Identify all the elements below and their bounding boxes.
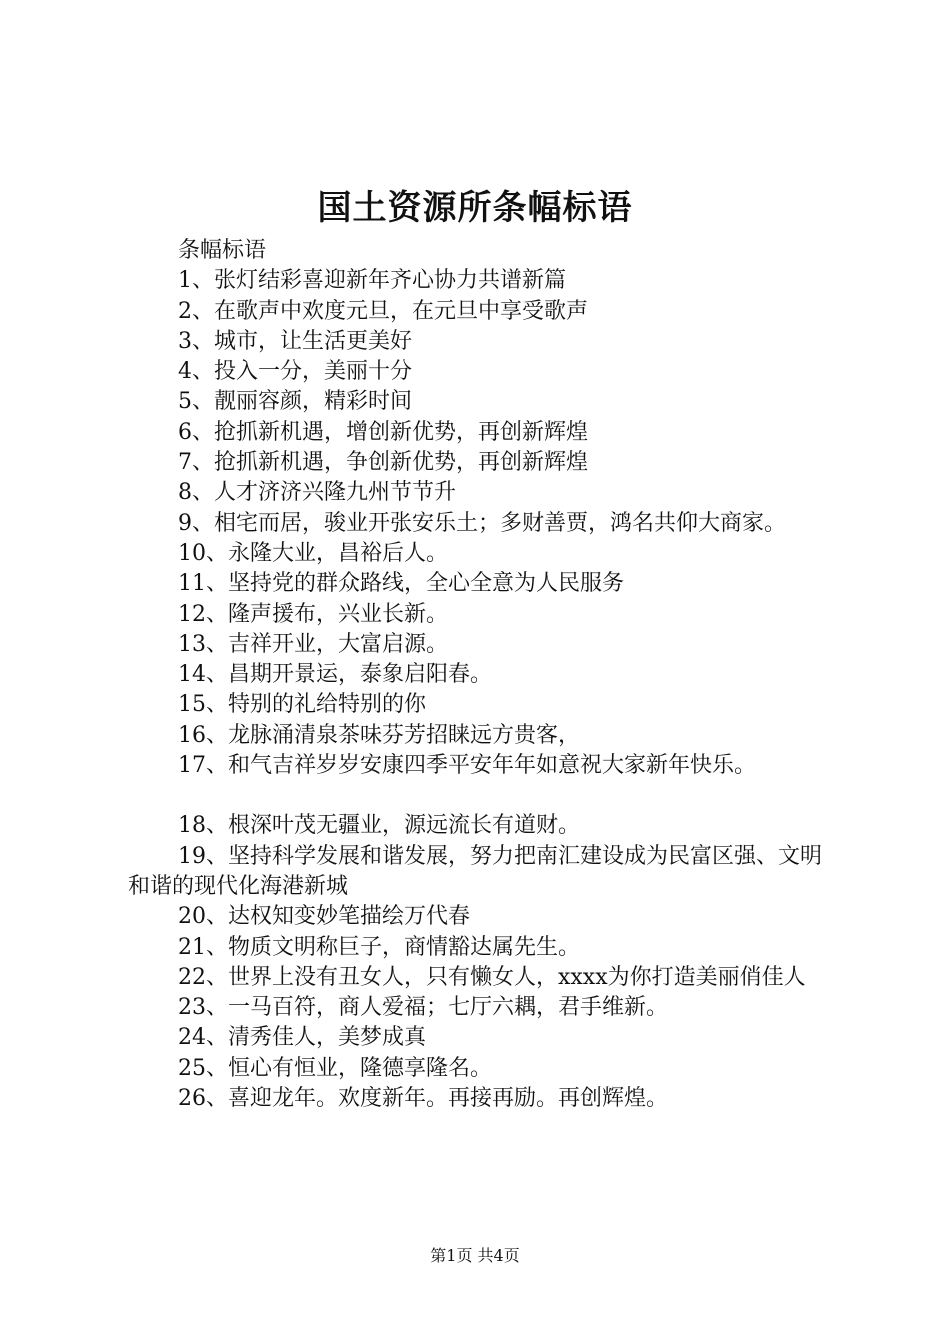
slogan-item: 15、特别的礼给特别的你: [178, 692, 426, 718]
paragraph-gap: [128, 781, 840, 811]
slogan-item: 4、投入一分，美丽十分: [178, 359, 412, 385]
document-body: [128, 236, 840, 1114]
slogan-item: 14、昌期开景运，泰象启阳春。: [178, 662, 492, 688]
slogan-item: 9、相宅而居，骏业开张安乐土；多财善贾，鸿名共仰大商家。: [178, 510, 786, 536]
slogan-item: 10、永隆大业，昌裕后人。: [178, 540, 448, 566]
slogan-item: 21、物质文明称巨子，商情豁达属先生。: [178, 934, 580, 960]
slogan-item: 13、吉祥开业，大富启源。: [178, 631, 448, 657]
page-number-footer: 第1页 共4页: [430, 1246, 520, 1265]
slogan-item: 18、根深叶茂无疆业，源远流长有道财。: [178, 813, 580, 839]
slogan-item: 26、喜迎龙年。欢度新年。再接再励。再创辉煌。: [178, 1086, 668, 1112]
paragraph: 条幅标语: [178, 238, 267, 263]
slogan-item: 11、坚持党的群众路线，全心全意为人民服务: [178, 571, 624, 597]
slogan-item: 6、抢抓新机遇，增创新优势，再创新辉煌: [178, 419, 588, 445]
page-title: 国土资源所条幅标语: [317, 188, 633, 228]
slogan-item: 24、清秀佳人，美梦成真: [178, 1025, 426, 1051]
slogan-item: 16、龙脉涌清泉茶味芬芳招睐远方贵客，: [178, 722, 580, 748]
slogan-item: 22、世界上没有丑女人，只有懒女人，xxxx为你打造美丽俏佳人: [178, 964, 806, 990]
slogan-item: 2、在歌声中欢度元旦，在元旦中享受歌声: [178, 298, 588, 324]
slogan-item: 5、靓丽容颜，精彩时间: [178, 389, 412, 415]
slogan-item: 25、恒心有恒业，隆德享隆名。: [178, 1055, 492, 1081]
slogan-item: 17、和气吉祥岁岁安康四季平安年年如意祝大家新年快乐。: [178, 753, 756, 779]
slogan-item: 20、达权知变妙笔描绘万代春: [178, 904, 470, 930]
slogan-item: 3、城市，让生活更美好: [178, 328, 412, 354]
slogan-item: 7、抢抓新机遇，争创新优势，再创新辉煌: [178, 450, 588, 476]
slogan-item: 19、坚持科学发展和谐发展，努力把南汇建设成为民富区强、文明和谐的现代化海港新城: [128, 843, 822, 899]
slogan-item: 8、人才济济兴隆九州节节升: [178, 480, 456, 506]
slogan-item: 12、隆声援布，兴业长新。: [178, 601, 448, 627]
slogan-item: 23、一马百符，商人爱福；七厅六耦，君手维新。: [178, 995, 668, 1021]
slogan-item: 1、张灯结彩喜迎新年齐心协力共谱新篇: [178, 268, 566, 294]
